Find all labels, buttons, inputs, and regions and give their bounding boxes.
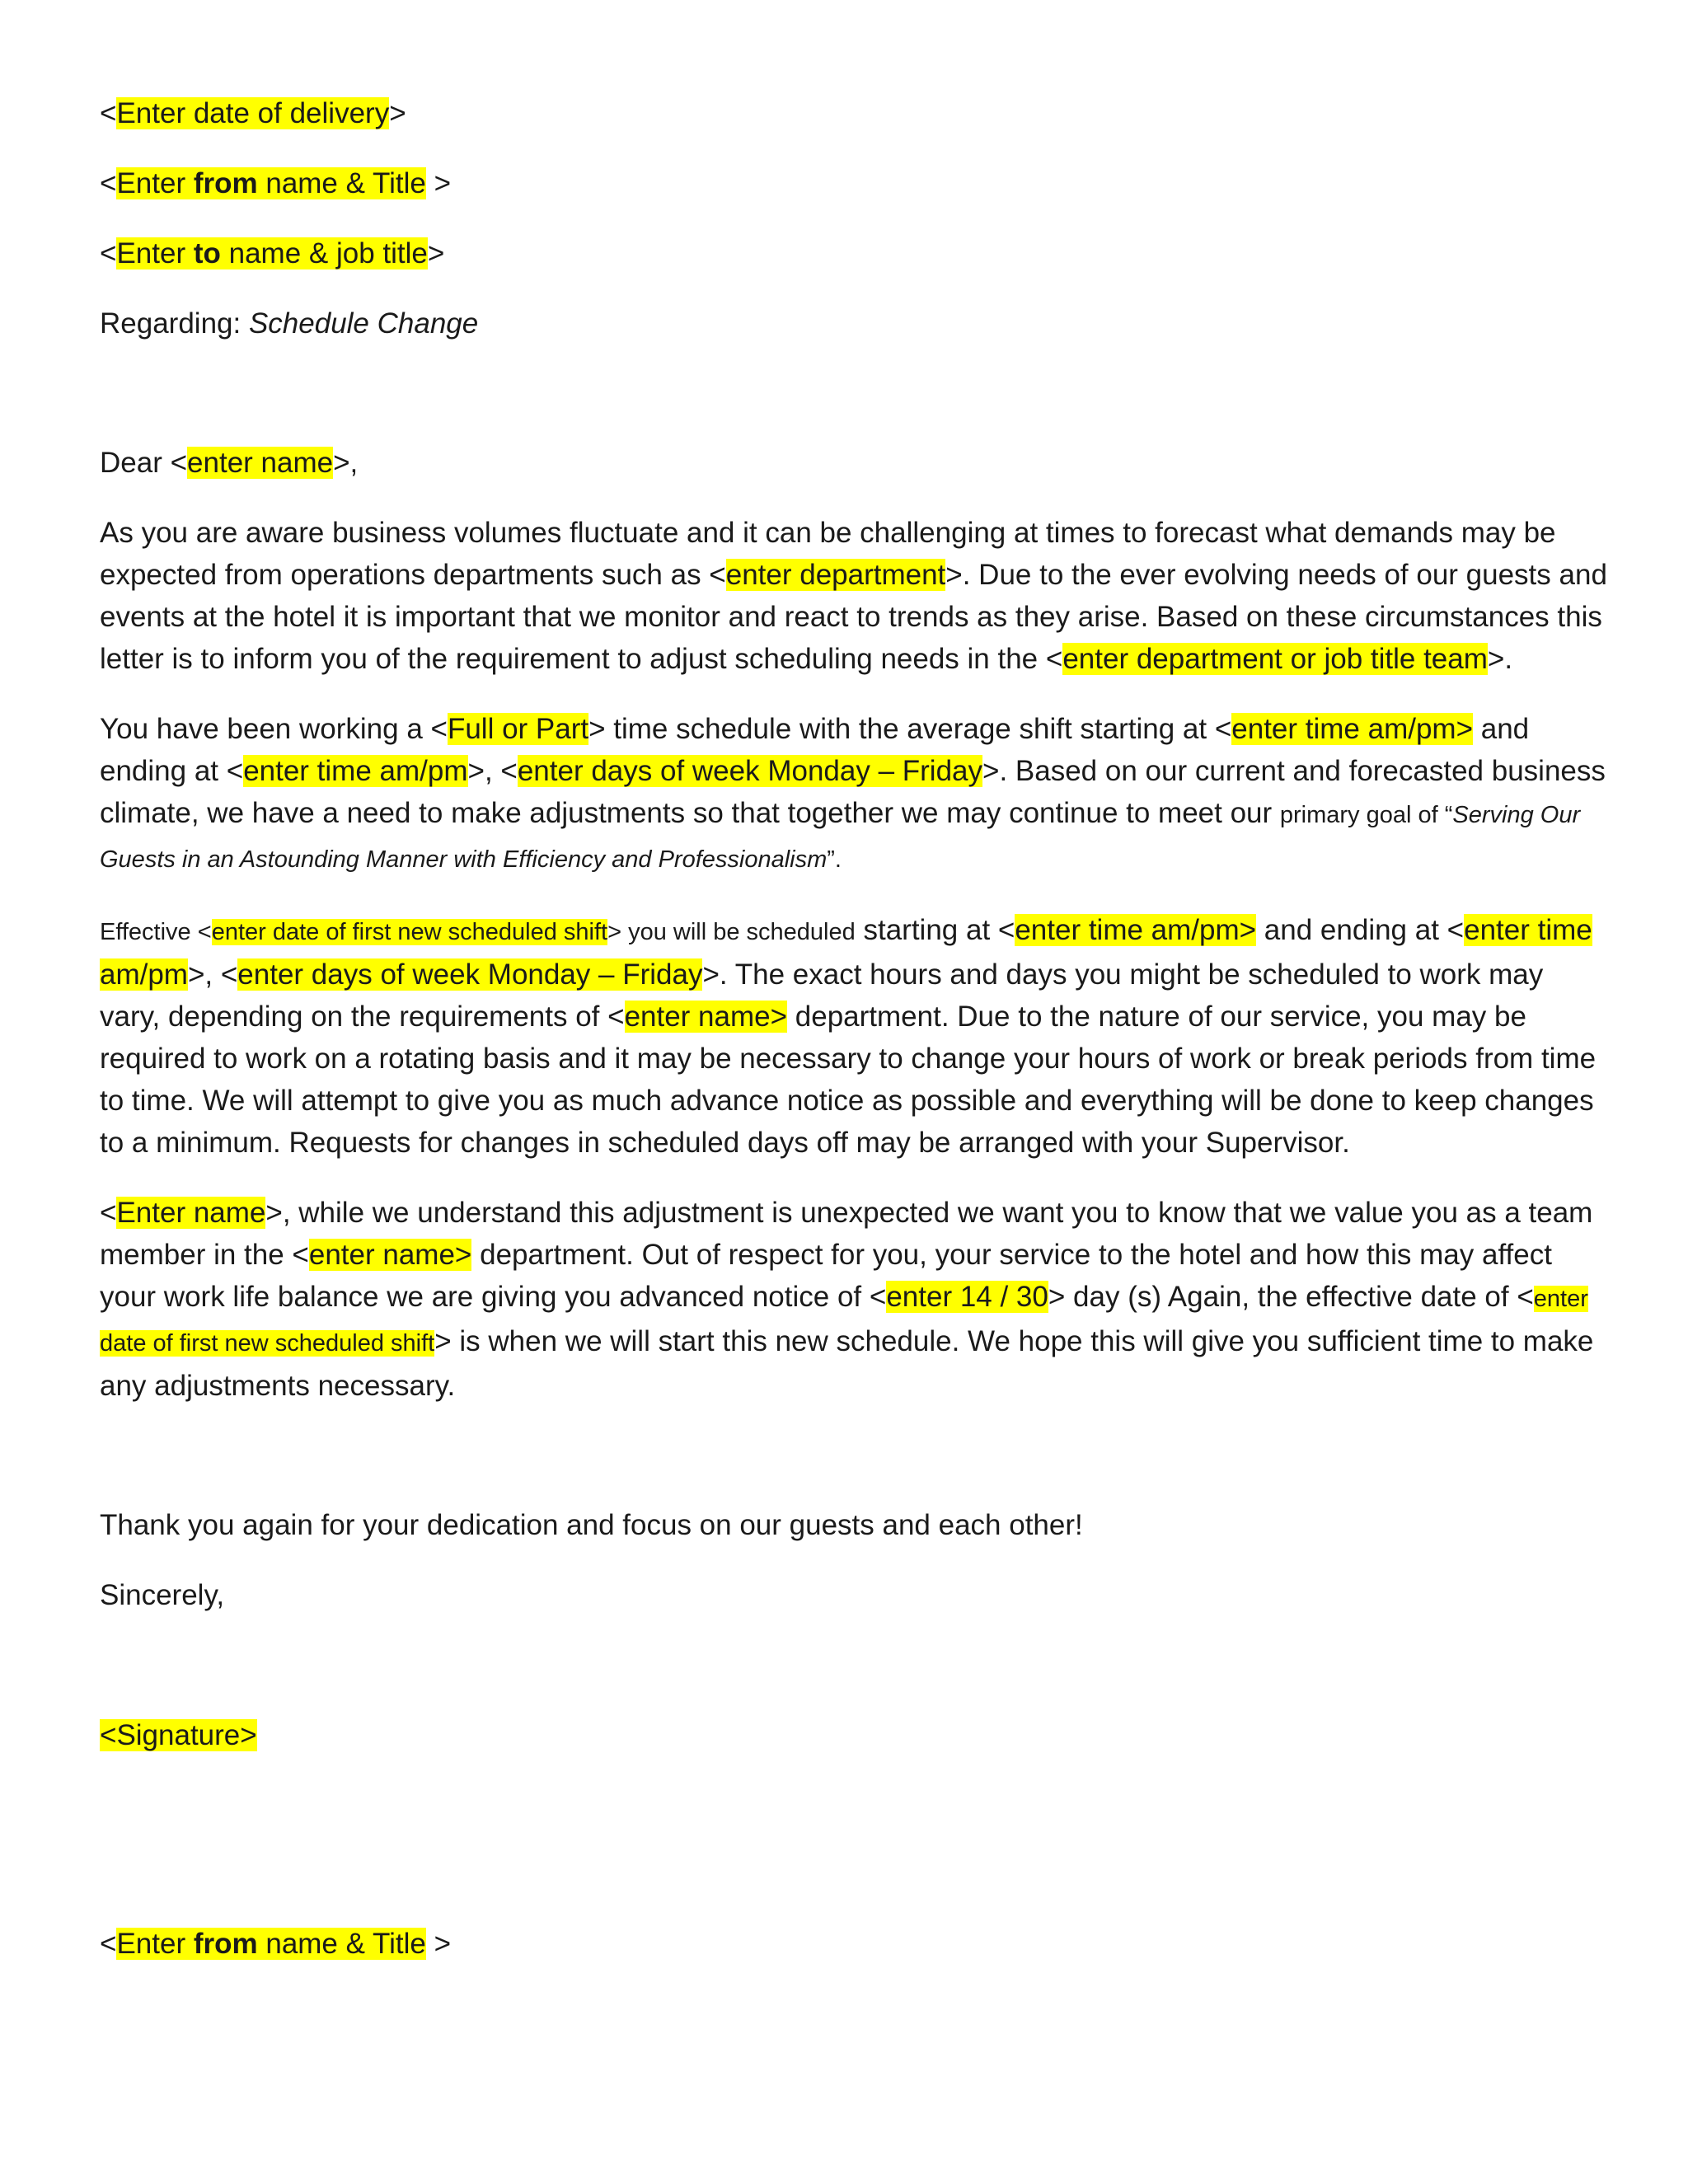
- paragraph-business-volumes: [100, 512, 1608, 680]
- department-team-placeholder[interactable]: enter department or job title team: [1062, 643, 1488, 675]
- to-post-text: name & job title: [220, 237, 428, 269]
- delivery-date-line: <Enter date of delivery>: [100, 97, 406, 129]
- spacer: [100, 1644, 1608, 1714]
- p4-text-2: >, while we understand this adjustment is unexpected we want you to know that we value you as a team member in the <: [100, 1197, 1593, 1271]
- p1-text-2: >. Due to the ever evolving needs of our guests and events at the hotel it is important that we monitor and react to trends as they arise. Based on these circumstances this letter is to inform you of the requirement to adjust scheduling needs in the <: [100, 559, 1607, 675]
- p2-text-4: >, <: [467, 755, 518, 787]
- from-line: <Enter from name & Title >: [100, 167, 452, 199]
- team-department-placeholder[interactable]: enter name>: [308, 1239, 472, 1271]
- from-pre-text: Enter: [116, 167, 194, 199]
- p3-text-3: starting at <: [855, 914, 1015, 946]
- paragraph-notice: [100, 1192, 1608, 1407]
- closing-from-line: <Enter from name & Title >: [100, 1928, 452, 1960]
- p3-text-1: Effective <: [100, 919, 212, 945]
- to-bold-text: to: [193, 237, 221, 269]
- p2-text-2: > time schedule with the average shift starting at <: [588, 713, 1232, 745]
- p3-text-6: >. The exact hours and days you might be scheduled to work may vary, depending on the requirements of <: [100, 958, 1544, 1033]
- p1-text-3: >.: [1487, 643, 1513, 675]
- p3-text-5: >, <: [187, 958, 238, 991]
- spacer: [100, 1435, 1608, 1504]
- signature-placeholder[interactable]: <Signature>: [100, 1719, 257, 1751]
- closing-from-pre-text: Enter: [116, 1928, 194, 1960]
- new-start-time-placeholder[interactable]: enter time am/pm>: [1015, 914, 1257, 946]
- to-placeholder[interactable]: [116, 237, 427, 269]
- from-bold-text: from: [193, 167, 258, 199]
- primary-goal-quote: Serving Our Guests in an Astounding Manner with Efficiency and Professionalism: [100, 802, 1581, 873]
- regarding-line: [100, 302, 1608, 344]
- effective-date-placeholder[interactable]: enter date of first new scheduled shift: [211, 919, 608, 945]
- delivery-date-placeholder[interactable]: Enter date of delivery: [116, 97, 390, 129]
- p2-text-6: primary goal of “: [1279, 802, 1453, 828]
- p4-text-1: <: [100, 1197, 117, 1229]
- closing-from-placeholder[interactable]: [116, 1928, 425, 1960]
- p2-text-3: and ending at <: [100, 713, 1530, 787]
- to-pre-text: Enter: [116, 237, 194, 269]
- p3-text-7: department. Due to the nature of our service, you may be required to work on a rotating basis and it may be necessary to change your hours of work or break periods from time to time. We will attempt to give you as much advance notice as possible and everything will be done to keep changes to a minimum. Requests for changes in scheduled days off may be arranged with your Supervisor.: [100, 1001, 1597, 1159]
- p4-text-3: department. Out of respect for you, your service to the hotel and how this may affect your work life balance we are giving you advanced notice of <: [100, 1239, 1552, 1313]
- closing-from-bold-text: from: [193, 1928, 258, 1960]
- paragraph-new-schedule: [100, 909, 1608, 1164]
- regarding-value: Schedule Change: [248, 307, 479, 340]
- p2-text-5: >. Based on our current and forecasted business climate, we have a need to make adjustments so that together we may continue to meet our: [100, 755, 1606, 829]
- salutation: Dear <enter name>,: [100, 447, 359, 479]
- employee-name-placeholder[interactable]: Enter name: [116, 1197, 266, 1229]
- spacer: [100, 373, 1608, 442]
- paragraph-current-schedule: [100, 708, 1608, 881]
- p3-text-2: > you will be scheduled: [607, 919, 856, 945]
- thanks-line: Thank you again for your dedication and focus on our guests and each other!: [100, 1509, 1083, 1541]
- p3-text-4: and ending at <: [1256, 914, 1465, 946]
- effective-date-placeholder-2[interactable]: enter date of first new scheduled shift: [100, 1286, 1588, 1357]
- regarding-label: Regarding:: [100, 307, 249, 340]
- department-placeholder[interactable]: enter department: [725, 559, 946, 591]
- p2-text-7: ”.: [827, 846, 842, 873]
- salutation-dear: Dear: [100, 447, 171, 479]
- end-time-placeholder[interactable]: enter time am/pm: [243, 755, 468, 787]
- signature-line: [100, 1714, 1608, 1756]
- notice-days-placeholder[interactable]: enter 14 / 30: [886, 1281, 1048, 1313]
- days-of-week-placeholder[interactable]: enter days of week Monday – Friday: [517, 755, 982, 787]
- spacer: [100, 1784, 1608, 1923]
- p1-text-1: As you are aware business volumes fluctuate and it can be challenging at times to forecast what demands may be expected from operations departments such as <: [100, 517, 1556, 591]
- salutation-name-placeholder[interactable]: enter name: [187, 447, 334, 479]
- closing-from-post-text: name & Title: [257, 1928, 426, 1960]
- p4-text-5: > is when we will start this new schedule. We hope this will give you sufficient time to make any adjustments necessary.: [100, 1325, 1594, 1402]
- new-days-of-week-placeholder[interactable]: enter days of week Monday – Friday: [237, 958, 703, 991]
- p4-text-4: > day (s) Again, the effective date of <: [1048, 1281, 1534, 1313]
- from-placeholder[interactable]: [116, 167, 425, 199]
- full-or-part-placeholder[interactable]: Full or Part: [447, 713, 589, 745]
- department-name-placeholder[interactable]: enter name>: [624, 1001, 788, 1033]
- to-line: <Enter to name & job title>: [100, 237, 445, 269]
- from-post-text: name & Title: [257, 167, 426, 199]
- p2-text-1: You have been working a <: [100, 713, 448, 745]
- letter-body: [100, 92, 1608, 1993]
- start-time-placeholder[interactable]: enter time am/pm>: [1231, 713, 1474, 745]
- sincerely-line: Sincerely,: [100, 1579, 225, 1611]
- new-end-time-placeholder[interactable]: enter time am/pm: [100, 914, 1592, 991]
